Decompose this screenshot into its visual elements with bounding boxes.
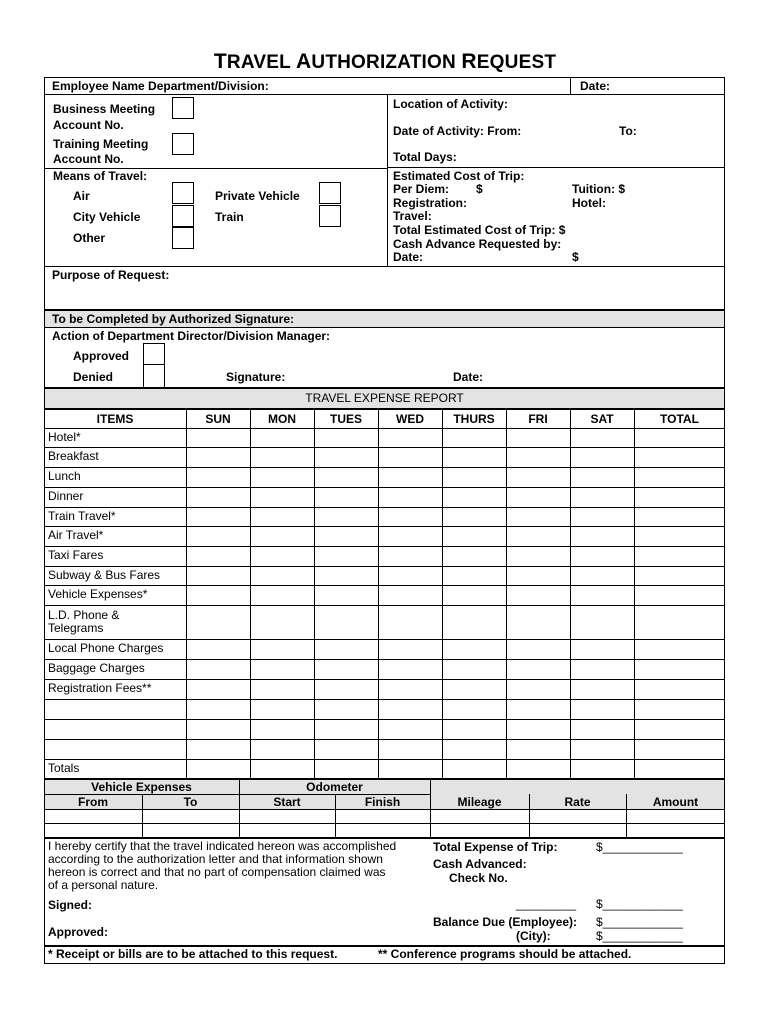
balance-due-label: Balance Due (Employee): [433,915,578,929]
row-label-vehicle: Vehicle Expenses* [48,587,148,601]
row-label-taxi: Taxi Fares [48,548,104,562]
business-account-label: Account No. [53,118,124,132]
train-label: Train [215,210,244,224]
row-label-dinner: Dinner [48,489,84,503]
odometer-start-heading: Start [273,795,301,809]
action-label: Action of Department Director/Division Manager: [52,329,331,343]
row-label-lunch: Lunch [48,469,81,483]
date-to-label: To: [619,124,637,138]
per-diem-dollar: $ [476,182,483,196]
col-header-mon: MON [268,412,296,426]
certify-line-4: of a personal nature. [48,878,159,892]
training-meeting-label: Training Meeting [53,137,149,151]
business-meeting-checkbox[interactable] [172,97,194,119]
total-days-label: Total Days: [393,150,457,164]
col-header-sun: SUN [205,412,231,426]
col-header-fri: FRI [528,412,548,426]
rate-heading: Rate [564,795,591,809]
signed-label: Signed: [48,898,92,912]
row-label-local-phone: Local Phone Charges [48,641,164,655]
row-label-train-travel: Train Travel* [48,509,116,523]
total-estimated-label: Total Estimated Cost of Trip: $ [393,223,566,237]
private-vehicle-label: Private Vehicle [215,189,300,203]
signature-label: Signature: [226,370,286,384]
cash-advance-label: Cash Advance Requested by: [393,237,562,251]
private-vehicle-checkbox[interactable] [319,182,341,204]
vehicle-to-heading: To [183,795,198,809]
row-label-totals: Totals [48,761,80,775]
col-header-wed: WED [396,412,424,426]
air-label: Air [73,189,90,203]
advance-date-label: Date: [393,250,424,264]
training-meeting-checkbox[interactable] [172,133,194,155]
other-checkbox[interactable] [172,227,194,249]
training-account-label: Account No. [53,152,124,166]
vehicle-from-heading: From [78,795,108,809]
col-header-sat: SAT [590,412,614,426]
total-expense-label: Total Expense of Trip: [433,840,558,854]
conference-note: ** Conference programs should be attached. [378,947,632,961]
other-label: Other [73,231,106,245]
row-label-ld-phone-line2: Telegrams [48,621,104,635]
check-no-label: Check No. [449,871,508,885]
date-from-label: Date of Activity: From: [393,124,522,138]
row-label-air-travel: Air Travel* [48,528,104,542]
business-meeting-label: Business Meeting [53,102,156,116]
odometer-finish-heading: Finish [364,795,401,809]
tuition-label: Tuition: $ [572,182,626,196]
odometer-heading: Odometer [306,780,363,794]
certify-line-1: I hereby certify that the travel indicated hereon was accomplished [48,839,397,853]
cash-advanced-label: Cash Advanced: [433,857,527,871]
estimated-cost-label: Estimated Cost of Trip: [393,169,525,183]
row-label-registration: Registration Fees** [48,681,152,695]
advance-dollar: $ [572,250,579,264]
amount-heading: Amount [652,795,699,809]
train-checkbox[interactable] [319,205,341,227]
col-header-items: ITEMS [96,412,134,426]
auth-date-label: Date: [453,370,484,384]
authorized-signature-heading: To be Completed by Authorized Signature: [52,312,295,326]
row-label-breakfast: Breakfast [48,449,99,463]
per-diem-label: Per Diem: [393,182,450,196]
certify-line-2: according to the authorization letter and that information shown [48,852,383,866]
city-balance-value: $____________ [596,929,683,943]
col-header-total: TOTAL [660,412,699,426]
city-vehicle-checkbox[interactable] [172,205,194,227]
travel-label: Travel: [393,209,432,223]
purpose-label: Purpose of Request: [52,268,170,282]
row-label-ld-phone: L.D. Phone & [48,608,120,622]
certify-line-3: hereon is correct and that no part of compensation claimed was [48,865,386,879]
means-of-travel-label: Means of Travel: [53,169,148,183]
employee-name-label: Employee Name Department/Division: [52,79,269,93]
col-header-thurs: THURS [453,412,495,426]
approved-sign-label: Approved: [48,925,108,939]
check-amount-line: $____________ [596,897,683,911]
employee-balance-value: $____________ [596,915,683,929]
city-vehicle-label: City Vehicle [73,210,141,224]
row-label-baggage: Baggage Charges [48,661,145,675]
denied-checkbox[interactable] [143,364,165,388]
row-label-subway: Subway & Bus Fares [48,568,161,582]
approved-label: Approved [73,349,130,363]
page-title: TRAVEL AUTHORIZATION REQUEST [213,50,557,73]
mileage-heading: Mileage [457,795,502,809]
row-label-hotel: Hotel* [48,430,81,444]
total-expense-value: $____________ [596,840,683,854]
expense-report-title: TRAVEL EXPENSE REPORT [305,391,464,405]
check-no-line: _________ [516,897,577,911]
air-checkbox[interactable] [172,182,194,204]
hotel-label: Hotel: [572,196,606,210]
city-balance-label: (City): [516,929,551,943]
date-label: Date: [580,79,611,93]
denied-label: Denied [73,370,114,384]
approved-checkbox[interactable] [143,343,165,365]
registration-label: Registration: [393,196,468,210]
receipt-note: * Receipt or bills are to be attached to this request. [48,947,338,961]
location-label: Location of Activity: [393,97,508,111]
col-header-tues: TUES [329,412,362,426]
vehicle-expenses-heading: Vehicle Expenses [91,780,192,794]
